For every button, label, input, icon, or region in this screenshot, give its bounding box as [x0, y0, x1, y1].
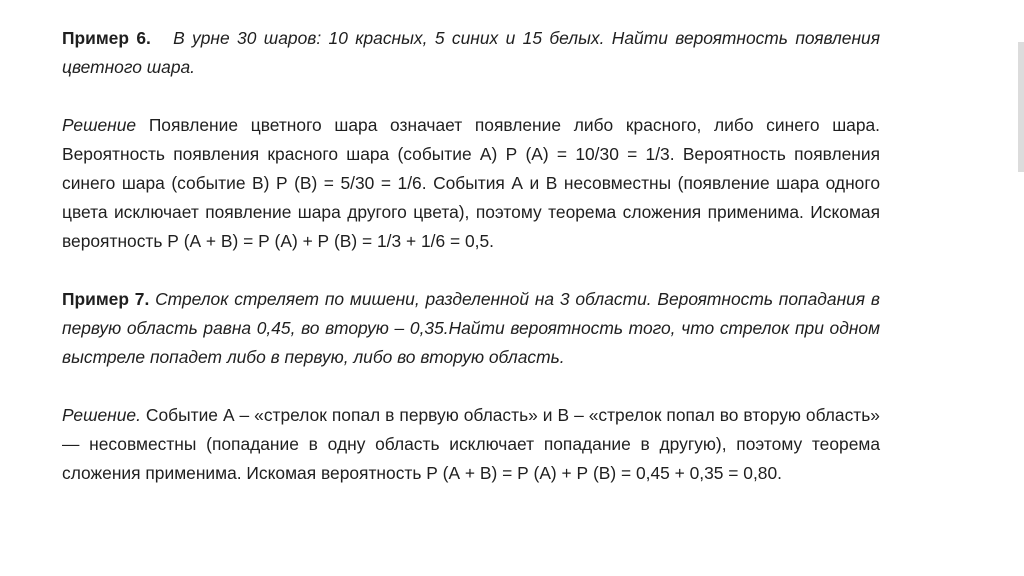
- example-6: [62, 24, 880, 82]
- solution-6: [62, 111, 880, 256]
- example-7-statement: Стрелок стреляет по мишени, разделенной на 3 области. Вероятность попадания в первую область равна 0,45, во вторую – 0,35.Найти вероятность того, что стрелок при одном выстреле попадет либо в первую, либо во вторую область.: [62, 289, 880, 367]
- solution-6-text: Появление цветного шара означает появление либо красного, либо синего шара. Вероятность появления красного шара (событие А) Р (А) = 10/30 = 1/3. Вероятность появления синего шара (событие В) Р (В) = 5/30 = 1/6. События А и В несовместны (появление шара одного цвета исключает появление шара другого цвета), поэтому теорема сложения применима. Искомая вероятность Р (А + В) = Р (А) + Р (В) = 1/3 + 1/6 = 0,5.: [62, 115, 880, 251]
- example-7-label: Пример 7.: [62, 289, 150, 309]
- example-7: [62, 285, 880, 372]
- solution-7-label: Решение.: [62, 405, 141, 425]
- solution-7: [62, 401, 880, 488]
- solution-7-text: Событие А – «стрелок попал в первую область» и В – «стрелок попал во вторую область» — несовместны (попадание в одну область исключает попадание в другую), поэтому теорема сложения применима. Искомая вероятность Р (А + В) = Р (А) + Р (В) = 0,45 + 0,35 = 0,80.: [62, 405, 880, 483]
- page-edge-divider: [1018, 42, 1024, 172]
- example-6-label: Пример 6.: [62, 28, 151, 48]
- document-page: [62, 24, 880, 488]
- solution-6-label: Решение: [62, 115, 137, 135]
- example-6-statement: В урне 30 шаров: 10 красных, 5 синих и 15 белых. Найти вероятность появления цветного шара.: [62, 28, 880, 77]
